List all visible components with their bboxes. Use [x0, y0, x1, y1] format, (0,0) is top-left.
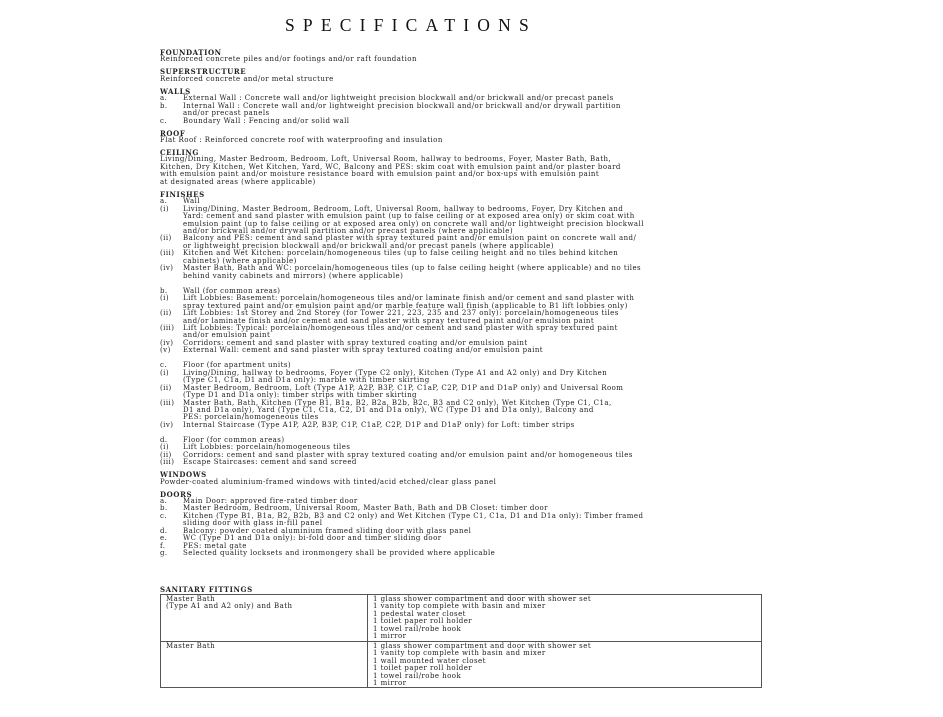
group-label: Wall (for common areas)	[183, 286, 281, 295]
item-line: and/or emulsion paint	[183, 331, 271, 340]
item-line: and/or laminate finish and/or cement and sand plaster with spray textured paint and/or emulsion paint	[183, 316, 595, 325]
fitting-location	[161, 641, 368, 688]
fitting-line: 1 toilet paper roll holder	[373, 617, 473, 626]
group-number: d.	[160, 435, 168, 444]
section-heading: FINISHES	[160, 189, 205, 199]
item-line: Master Bedroom, Bedroom, Loft (Type A1P, A2P, B3P, C1P, C1aP, C2P, D1P and D1aP only) and Universal Room	[183, 383, 624, 392]
spec-content	[160, 49, 762, 558]
list-item	[160, 400, 762, 422]
item-line: Internal Staircase (Type A1P, A2P, B3P, C1P, C1aP, C2P, D1P and D1aP only) for Loft: timber strips	[183, 420, 575, 429]
item-line: WC (Type D1 and D1a only): bi-fold door and timber sliding door	[183, 534, 442, 543]
fitting-line: 1 towel rail/robe hook	[373, 624, 462, 633]
item-line: Escape Staircases: cement and sand screed	[183, 458, 357, 467]
item-line: or lightweight precision blockwall and/or brickwall and/or precast panels (where applicable)	[183, 241, 554, 250]
item-number: (ii)	[160, 234, 172, 243]
fitting-line: 1 vanity top complete with basin and mixer	[373, 602, 546, 611]
page-title: SPECIFICATIONS	[285, 15, 537, 35]
group-label: Wall	[183, 197, 201, 206]
item-line: (Type C1, C1a, D1 and D1a only): marble with timber skirting	[183, 376, 430, 385]
item-text	[183, 250, 762, 265]
item-line: Lift Lobbies: Basement: porcelain/homogeneous tiles and/or laminate finish and/or cement and sand plaster with	[183, 294, 635, 303]
item-line: emulsion paint (up to false ceiling or at exposed area only) on concrete wall and/or lightweight precision blockwall	[183, 219, 644, 228]
location-line: Master Bath	[166, 595, 216, 603]
ceiling-line: at designated areas (where applicable)	[160, 177, 316, 186]
group-number: b.	[160, 286, 168, 295]
section-heading: CEILING	[160, 147, 199, 157]
item-line: and/or precast panels	[183, 109, 270, 118]
section-foundation	[160, 49, 762, 64]
section-text: Reinforced concrete and/or metal structure	[160, 74, 334, 83]
ceiling-text	[160, 156, 762, 186]
doors-list	[160, 498, 762, 558]
item-line: Lift Lobbies: porcelain/homogeneous tiles	[183, 443, 351, 452]
fitting-location	[161, 595, 368, 642]
item-line: spray textured paint and/or emulsion paint and/or marble feature wall finish (applicable to B1 lift lobbies only)	[183, 301, 628, 310]
fitting-line: 1 mirror	[373, 678, 407, 687]
item-number: (ii)	[160, 450, 172, 459]
item-line: Balcony: powder coated aluminium framed sliding door with glass panel	[183, 526, 472, 535]
item-line: Master Bath, Bath, Kitchen (Type B1, B1a, B2, B2a, B2b, B2c, B3 and C2 only), Wet Kitchen (Type C1, C1a,	[183, 398, 612, 407]
item-number: c.	[160, 511, 168, 520]
location-line: Master Bath	[166, 641, 216, 650]
fitting-line: 1 towel rail/robe hook	[373, 671, 462, 680]
section-heading: DOORS	[160, 489, 193, 499]
item-number: (ii)	[160, 383, 172, 392]
item-line: Corridors: cement and sand plaster with spray textured coating and/or emulsion paint and/or homogeneous tiles	[183, 450, 633, 459]
item-text	[183, 265, 762, 280]
table-row	[161, 595, 762, 642]
item-number: g.	[160, 549, 168, 558]
item-line: Yard: cement and sand plaster with emulsion paint (up to false ceiling or at exposed area only) or skim coat with	[183, 212, 635, 221]
list-item	[160, 422, 762, 429]
item-number: b.	[160, 504, 168, 513]
fitting-line: 1 vanity top complete with basin and mixer	[373, 649, 546, 658]
list-item	[160, 385, 762, 400]
item-text	[183, 325, 762, 340]
item-number: f.	[160, 541, 166, 550]
ceiling-line: with emulsion paint and/or moisture resistance board with emulsion paint and/or box-ups with emulsion paint	[160, 170, 600, 179]
item-line: Kitchen (Type B1, B1a, B2, B2b, B3 and C2 only) and Wet Kitchen (Type C1, C1a, D1 and D1a only): Timber framed	[183, 511, 644, 520]
finishes-groups	[160, 198, 762, 466]
group-label: Floor (for apartment units)	[183, 361, 292, 370]
list-item	[160, 325, 762, 340]
section-text: Powder-coated aluminium-framed windows with tinted/acid etched/clear glass panel	[160, 477, 497, 486]
item-line: Boundary Wall : Fencing and/or solid wall	[183, 116, 350, 125]
item-line: Master Bath, Bath and WC: porcelain/homogeneous tiles (up to false ceiling height (where applicable) and no tiles	[183, 264, 642, 273]
item-number: (ii)	[160, 309, 172, 318]
section-text: Flat Roof : Reinforced concrete roof with waterproofing and insulation	[160, 136, 443, 145]
item-line: Living/Dining, Master Bedroom, Bedroom, Loft, Universal Room, hallway to bedrooms, Foyer, Dry Kitchen and	[183, 204, 624, 213]
list-item	[160, 550, 762, 557]
item-line: Corridors: cement and sand plaster with spray textured coating and/or emulsion paint	[183, 338, 528, 347]
item-number: (iv)	[160, 338, 174, 347]
fitting-line: 1 glass shower compartment and door with shower set	[373, 641, 592, 650]
item-number: (iv)	[160, 264, 174, 273]
ceiling-line: Kitchen, Dry Kitchen, Wet Kitchen, Yard, WC, Balcony and PES: skim coat with emulsion paint and/or plaster board	[160, 162, 621, 171]
group-number: a.	[160, 197, 168, 206]
item-number: a.	[160, 497, 168, 506]
item-line: cabinets) (where applicable)	[183, 256, 297, 265]
item-text	[183, 347, 762, 354]
section-windows	[160, 471, 762, 486]
item-number: (i)	[160, 294, 170, 303]
item-text	[183, 400, 762, 422]
item-number: b.	[160, 101, 168, 110]
section-heading: SUPERSTRUCTURE	[160, 67, 247, 77]
section-doors	[160, 491, 762, 558]
list-item	[160, 206, 762, 236]
list-item	[160, 535, 762, 542]
item-number: (v)	[160, 346, 171, 355]
walls-list	[160, 95, 762, 125]
item-text	[183, 550, 762, 557]
list-item	[160, 513, 762, 528]
fitting-line: 1 mirror	[373, 632, 407, 641]
section-heading: WALLS	[160, 86, 191, 96]
list-item	[160, 459, 762, 466]
fitting-line: 1 glass shower compartment and door with shower set	[373, 595, 592, 603]
section-heading: ROOF	[160, 128, 186, 138]
section-roof	[160, 130, 762, 145]
list-item	[160, 265, 762, 280]
list-item	[160, 235, 762, 250]
item-text	[183, 310, 762, 325]
item-number: (i)	[160, 204, 170, 213]
fitting-line: 1 wall mounted water closet	[373, 656, 486, 665]
list-item	[160, 118, 762, 125]
item-line: Main Door: approved fire-rated timber door	[183, 497, 358, 506]
item-text	[183, 103, 762, 118]
item-number: e.	[160, 534, 168, 543]
item-text	[183, 535, 762, 542]
item-line: Master Bedroom, Bedroom, Universal Room, Master Bath, Bath and DB Closet: timber door	[183, 504, 548, 513]
item-line: behind vanity cabinets and mirrors) (where applicable)	[183, 271, 404, 280]
list-item	[160, 295, 762, 310]
section-ceiling	[160, 149, 762, 186]
group-number: c.	[160, 361, 168, 370]
item-line: and/or brickwall and/or drywall partition and/or precast panels (where applicable)	[183, 227, 514, 236]
item-line: PES: metal gate	[183, 541, 247, 550]
table-row	[161, 641, 762, 688]
item-line: Selected quality locksets and ironmongery shall be provided where applicable	[183, 549, 496, 558]
item-number: (iii)	[160, 398, 175, 407]
item-number: (iii)	[160, 323, 175, 332]
item-line: Kitchen and Wet Kitchen: porcelain/homogeneous tiles (up to false ceiling height and no tiles behind kitchen	[183, 249, 619, 258]
item-line: Lift Lobbies: Typical: porcelain/homogeneous tiles and/or cement and sand plaster with spray textured paint	[183, 323, 618, 332]
item-line: Living/Dining, hallway to bedrooms, Foyer (Type C2 only), Kitchen (Type A1 and A2 only) and Dry Kitchen	[183, 368, 608, 377]
list-item	[160, 310, 762, 325]
item-text	[183, 295, 762, 310]
location-line: (Type A1 and A2 only) and Bath	[166, 602, 293, 611]
list-item	[160, 370, 762, 385]
item-line: (Type D1 and D1a only): timber strips with timber skirting	[183, 391, 417, 400]
group-label: Floor (for common areas)	[183, 435, 285, 444]
section-superstructure	[160, 68, 762, 83]
item-text	[183, 370, 762, 385]
item-number: (iii)	[160, 458, 175, 467]
list-item	[160, 347, 762, 354]
item-number: (iii)	[160, 249, 175, 258]
section-finishes	[160, 191, 762, 467]
item-text	[183, 459, 762, 466]
sanitary-table	[160, 594, 762, 688]
item-text	[183, 206, 762, 236]
item-line: External Wall: cement and sand plaster with spray textured coating and/or emulsion paint	[183, 346, 544, 355]
item-number: (i)	[160, 368, 170, 377]
item-text	[183, 235, 762, 250]
fitting-list	[368, 595, 762, 642]
item-text	[183, 385, 762, 400]
list-item	[160, 103, 762, 118]
item-line: External Wall : Concrete wall and/or lightweight precision blockwall and/or brickwall and/or precast panels	[183, 94, 614, 103]
item-number: (iv)	[160, 420, 174, 429]
section-walls	[160, 88, 762, 125]
section-heading: WINDOWS	[160, 470, 207, 480]
fitting-list	[368, 641, 762, 688]
fitting-line: 1 pedestal water closet	[373, 609, 466, 618]
item-line: sliding door with glass in-fill panel	[183, 519, 323, 528]
item-number: (i)	[160, 443, 170, 452]
item-number: c.	[160, 116, 168, 125]
item-line: Balcony and PES: cement and sand plaster with spray textured paint and/or emulsion paint on concrete wall and/	[183, 234, 637, 243]
list-item	[160, 250, 762, 265]
item-line: D1 and D1a only), Yard (Type C1, C1a, C2, D1 and D1a only), WC (Type D1 and D1a only), Balcony and	[183, 405, 594, 414]
section-text: Reinforced concrete piles and/or footings and/or raft foundation	[160, 55, 417, 64]
item-number: a.	[160, 94, 168, 103]
section-heading: FOUNDATION	[160, 48, 222, 57]
item-number: d.	[160, 526, 168, 535]
ceiling-line: Living/Dining, Master Bedroom, Bedroom, Loft, Universal Room, hallway to bedrooms, Foyer, Master Bath, Bath,	[160, 155, 612, 164]
item-text	[183, 422, 762, 429]
sanitary-heading: SANITARY FITTINGS	[160, 585, 253, 594]
fitting-line: 1 toilet paper roll holder	[373, 664, 473, 673]
item-line: PES: porcelain/homogeneous tiles	[183, 413, 319, 422]
item-line: Lift Lobbies: 1st Storey and 2nd Storey (for Tower 221, 223, 235 and 237 only): porcelain/homogeneous tiles	[183, 309, 619, 318]
item-text	[183, 118, 762, 125]
item-text	[183, 513, 762, 528]
item-line: Internal Wall : Concrete wall and/or lightweight precision blockwall and/or brickwall and/or drywall partition	[183, 101, 621, 110]
